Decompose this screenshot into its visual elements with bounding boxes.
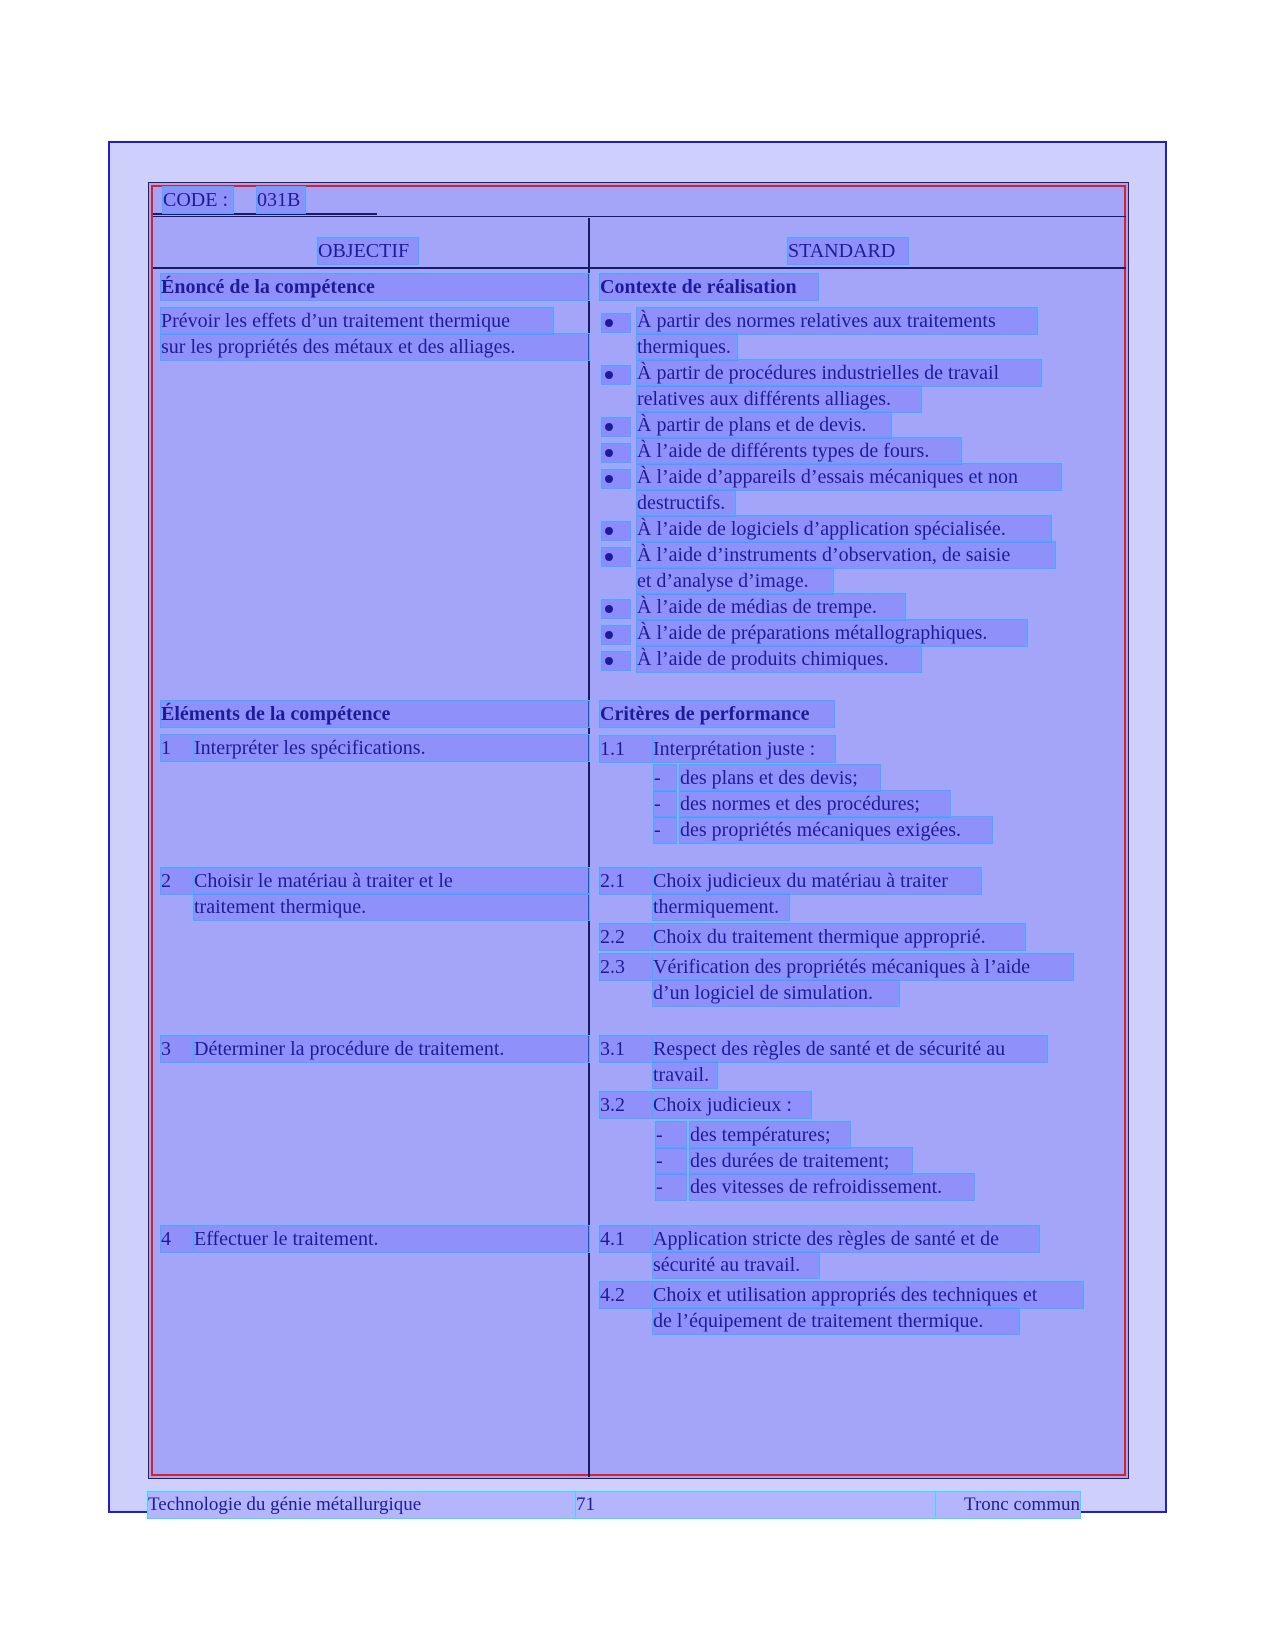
contexte-item: et d’analyse d’image. [637, 568, 833, 594]
bullet-icon [602, 600, 630, 618]
critere-text: Choix du traitement thermique approprié. [653, 924, 1025, 950]
critere-text: Vérification des propriétés mécaniques à l’aide [653, 954, 1073, 980]
contexte-item: thermiques. [637, 334, 737, 360]
dash-marker: - [656, 1174, 686, 1200]
element-number: 2 [161, 868, 193, 894]
enonce-line: Prévoir les effets d’un traitement thermique [161, 308, 553, 334]
code-value: 031B [257, 187, 305, 213]
contexte-item: À l’aide de logiciels d’application spécialisée. [637, 516, 1051, 542]
critere-number: 4.1 [600, 1226, 652, 1252]
critere-number: 2.1 [600, 868, 652, 894]
bullet-icon [602, 418, 630, 436]
bullet-icon [602, 366, 630, 384]
contexte-item: À l’aide de produits chimiques. [637, 646, 921, 672]
contexte-heading: Contexte de réalisation [600, 274, 818, 300]
footer-program: Tronc commun [936, 1492, 1080, 1518]
critere-text: Respect des règles de santé et de sécurité au [653, 1036, 1047, 1062]
criteres-heading: Critères de performance [600, 701, 834, 727]
critere-number: 2.2 [600, 924, 652, 950]
dash-marker: - [656, 1122, 686, 1148]
critere-text: de l’équipement de traitement thermique. [653, 1308, 1019, 1334]
critere-number: 4.2 [600, 1282, 652, 1308]
element-text: Déterminer la procédure de traitement. [194, 1036, 589, 1062]
contexte-item: À l’aide d’appareils d’essais mécaniques et non [637, 464, 1061, 490]
code-underline [153, 213, 377, 215]
critere-text: thermiquement. [653, 894, 789, 920]
element-text: traitement thermique. [194, 894, 589, 920]
contexte-item: À l’aide de différents types de fours. [637, 438, 961, 464]
header-row-rule [153, 267, 1126, 269]
elements-heading: Éléments de la compétence [161, 701, 589, 727]
critere-subitem: des vitesses de refroidissement. [690, 1174, 974, 1200]
footer-title: Technologie du génie métallurgique [148, 1492, 576, 1518]
critere-text: d’un logiciel de simulation. [653, 980, 899, 1006]
dash-marker: - [654, 765, 676, 791]
critere-number: 3.1 [600, 1036, 652, 1062]
element-number: 3 [161, 1036, 193, 1062]
dash-marker: - [654, 791, 676, 817]
enonce-heading: Énoncé de la compétence [161, 274, 589, 300]
critere-text: Choix judicieux du matériau à traiter [653, 868, 981, 894]
bullet-icon [602, 626, 630, 644]
contexte-item: À l’aide de médias de trempe. [637, 594, 905, 620]
dash-marker: - [656, 1148, 686, 1174]
contexte-item: À partir des normes relatives aux traitements [637, 308, 1037, 334]
critere-text: Choix judicieux : [653, 1092, 811, 1118]
critere-text: Choix et utilisation appropriés des techniques et [653, 1282, 1083, 1308]
element-number: 1 [161, 735, 193, 761]
contexte-item: relatives aux différents alliages. [637, 386, 921, 412]
bullet-icon [602, 548, 630, 566]
critere-subitem: des durées de traitement; [690, 1148, 912, 1174]
critere-text: sécurité au travail. [653, 1252, 819, 1278]
code-label: CODE : [163, 187, 233, 213]
critere-subitem: des plans et des devis; [680, 765, 880, 791]
critere-text: Interprétation juste : [653, 736, 835, 762]
column-header-objectif: OBJECTIF [318, 238, 418, 264]
enonce-line: sur les propriétés des métaux et des alliages. [161, 334, 589, 360]
critere-number: 2.3 [600, 954, 652, 980]
column-divider [588, 218, 590, 1477]
element-number: 4 [161, 1226, 193, 1252]
contexte-item: À l’aide de préparations métallographiques. [637, 620, 1027, 646]
critere-subitem: des normes et des procédures; [680, 791, 950, 817]
page-number: 71 [576, 1492, 936, 1518]
column-header-standard: STANDARD [788, 238, 908, 264]
critere-text: Application stricte des règles de santé et de [653, 1226, 1039, 1252]
critere-number: 1.1 [600, 736, 652, 762]
bullet-icon [602, 652, 630, 670]
dash-marker: - [654, 817, 676, 843]
bullet-icon [602, 444, 630, 462]
bullet-icon [602, 470, 630, 488]
critere-subitem: des propriétés mécaniques exigées. [680, 817, 992, 843]
critere-subitem: des températures; [690, 1122, 850, 1148]
contexte-item: À l’aide d’instruments d’observation, de saisie [637, 542, 1055, 568]
bullet-icon [602, 314, 630, 332]
element-text: Effectuer le traitement. [194, 1226, 589, 1252]
contexte-item: destructifs. [637, 490, 735, 516]
bullet-icon [602, 522, 630, 540]
contexte-item: À partir de plans et de devis. [637, 412, 891, 438]
element-text: Interpréter les spécifications. [194, 735, 589, 761]
code-row-rule [153, 216, 1126, 217]
critere-number: 3.2 [600, 1092, 652, 1118]
contexte-item: À partir de procédures industrielles de travail [637, 360, 1041, 386]
element-text: Choisir le matériau à traiter et le [194, 868, 589, 894]
critere-text: travail. [653, 1062, 717, 1088]
